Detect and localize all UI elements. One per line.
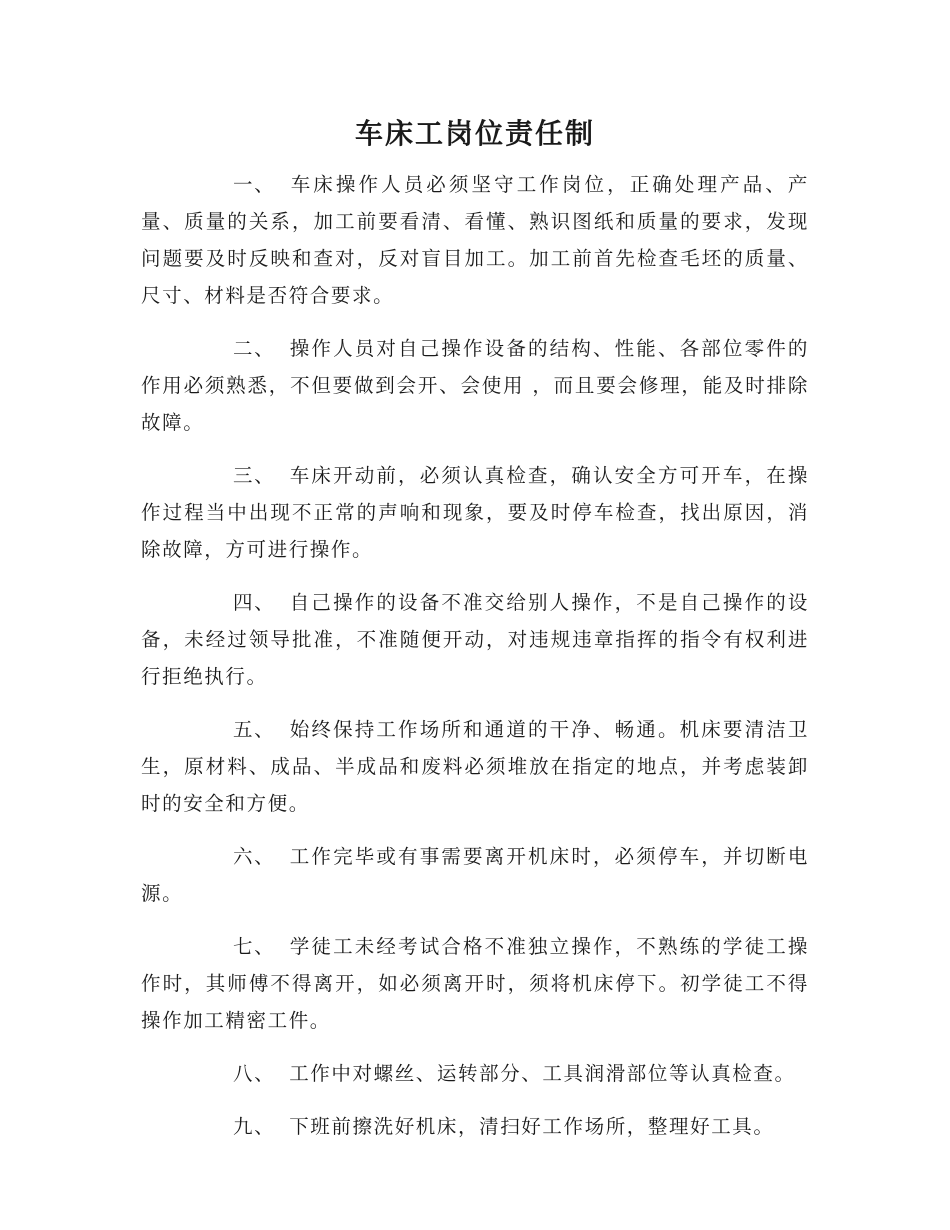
clause-number: 四、 <box>233 591 276 614</box>
clause-number: 七、 <box>233 935 276 958</box>
document-title: 车床工岗位责任制 <box>354 117 595 150</box>
clause-number: 二、 <box>233 337 276 360</box>
clause-5 <box>141 711 809 822</box>
clause-3 <box>141 457 809 568</box>
clause-4 <box>141 584 809 695</box>
clause-text: 始终保持工作场所和通道的干净、畅通。机床要清洁卫生，原材料、成品、半成品和废料必须堆放在指定的地点，并考虑装卸时的安全和方便。 <box>141 718 809 815</box>
clause-text: 车床操作人员必须坚守工作岗位，正确处理产品、产量、质量的关系，加工前要看清、看懂、熟识图纸和质量的要求，发现问题要及时反映和查对，反对盲目加工。加工前首先检查毛坯的质量、尺寸、材料是否符合要求。 <box>141 173 809 307</box>
clause-text: 工作完毕或有事需要离开机床时，必须停车，并切断电源。 <box>141 845 809 905</box>
clause-text: 学徒工未经考试合格不准独立操作，不熟练的学徒工操作时，其师傅不得离开，如必须离开时，须将机床停下。初学徒工不得操作加工精密工件。 <box>141 935 809 1032</box>
clause-1 <box>141 166 809 314</box>
clause-number: 八、 <box>233 1062 276 1085</box>
clause-text: 下班前擦洗好机床，清扫好工作场所，整理好工具。 <box>289 1115 775 1138</box>
clause-text: 自己操作的设备不准交给别人操作，不是自己操作的设备，未经过领导批准，不准随便开动，对违规违章指挥的指令有权利进行拒绝执行。 <box>141 591 809 688</box>
clause-number: 五、 <box>233 718 276 741</box>
clause-number: 六、 <box>233 845 276 868</box>
clause-8 <box>141 1055 809 1092</box>
clause-2 <box>141 330 809 441</box>
clause-text: 工作中对螺丝、运转部分、工具润滑部位等认真检查。 <box>289 1062 796 1085</box>
clause-6 <box>141 838 809 912</box>
clause-text: 操作人员对自己操作设备的结构、性能、各部位零件的作用必须熟悉，不但要做到会开、会使用 ，而且要会修理，能及时排除故障。 <box>141 337 809 434</box>
clause-9 <box>141 1108 809 1145</box>
clause-7 <box>141 928 809 1039</box>
clause-number: 九、 <box>233 1115 276 1138</box>
clause-text: 车床开动前，必须认真检查，确认安全方可开车，在操作过程当中出现不正常的声响和现象，要及时停车检查，找出原因，消除故障，方可进行操作。 <box>141 464 809 561</box>
clause-number: 三、 <box>233 464 276 487</box>
clause-list <box>141 166 809 1161</box>
clause-number: 一、 <box>233 173 276 196</box>
